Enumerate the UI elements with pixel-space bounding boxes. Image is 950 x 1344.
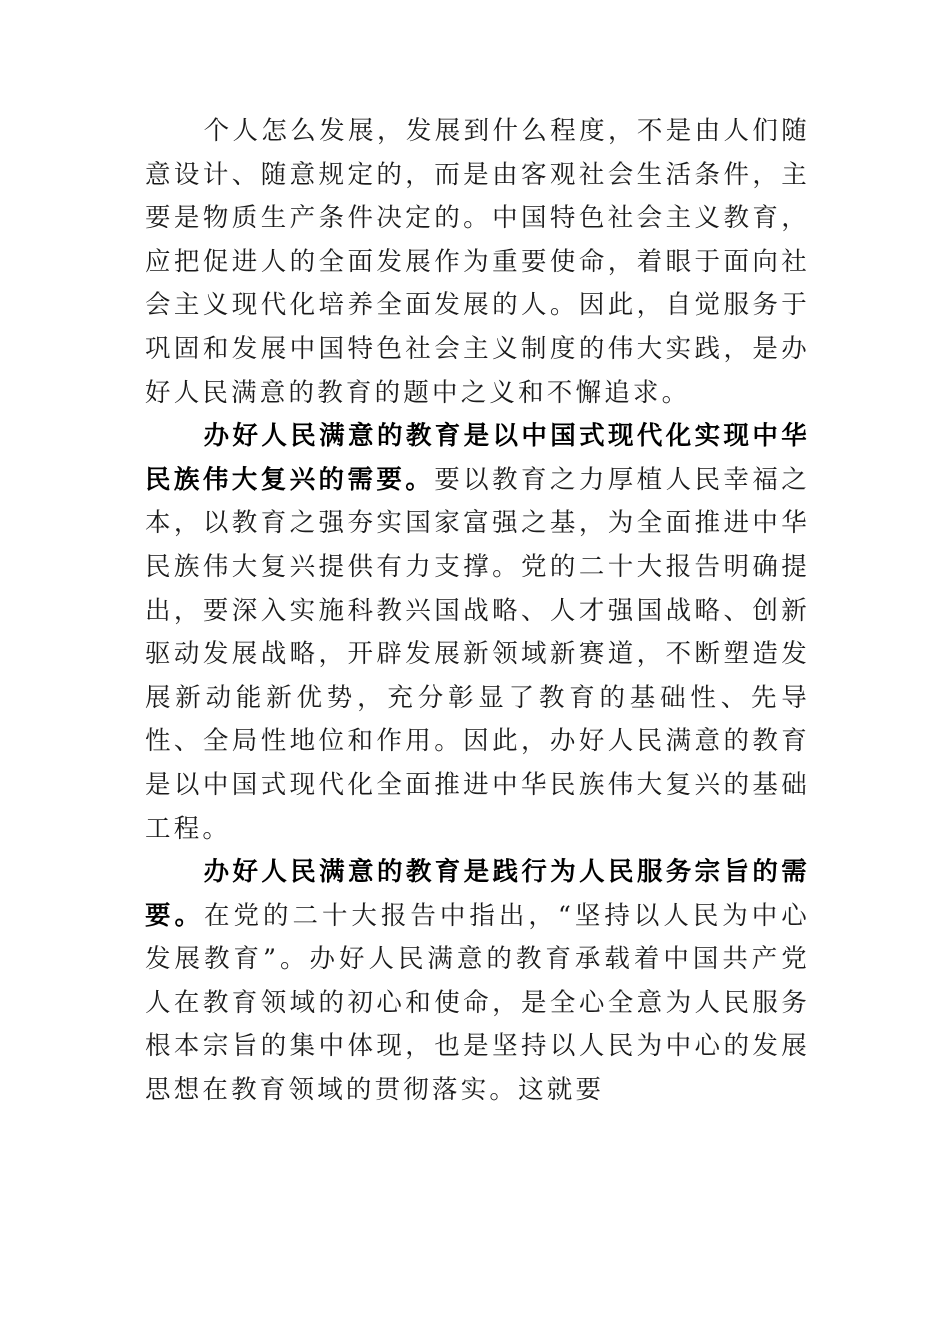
paragraph-2 — [145, 415, 810, 851]
paragraph-2-lead: 办好人民满意的教育是以中国式现代化实现中华民族伟大复兴的需要。 — [145, 421, 810, 495]
document-body — [145, 110, 810, 1113]
paragraph-2-text: 要以教育之力厚植人民幸福之本，以教育之强夯实国家富强之基，为全面推进中华民族伟大复兴提供有力支撑。党的二十大报告明确提出，要深入实施科教兴国战略、人才强国战略、创新驱动发展战略，开辟发展新领域新赛道，不断塑造发展新动能新优势，充分彰显了教育的基础性、先导性、全局性地位和作用。因此，办好人民满意的教育是以中国式现代化全面推进中华民族伟大复兴的基础工程。 — [145, 464, 810, 844]
paragraph-3 — [145, 851, 810, 1113]
paragraph-1-text: 个人怎么发展，发展到什么程度，不是由人们随意设计、随意规定的，而是由客观社会生活条件，主要是物质生产条件决定的。中国特色社会主义教育，应把促进人的全面发展作为重要使命，着眼于面向社会主义现代化培养全面发展的人。因此，自觉服务于巩固和发展中国特色社会主义制度的伟大实践，是办好人民满意的教育的题中之义和不懈追求。 — [145, 116, 810, 408]
paragraph-3-text: 在党的二十大报告中指出，“坚持以人民为中心发展教育”。办好人民满意的教育承载着中国共产党人在教育领域的初心和使命，是全心全意为人民服务根本宗旨的集中体现，也是坚持以人民为中心的发展思想在教育领域的贯彻落实。这就要 — [145, 900, 810, 1106]
paragraph-1 — [145, 110, 810, 415]
paragraph-3-lead: 办好人民满意的教育是践行为人民服务宗旨的需要。 — [145, 857, 810, 931]
